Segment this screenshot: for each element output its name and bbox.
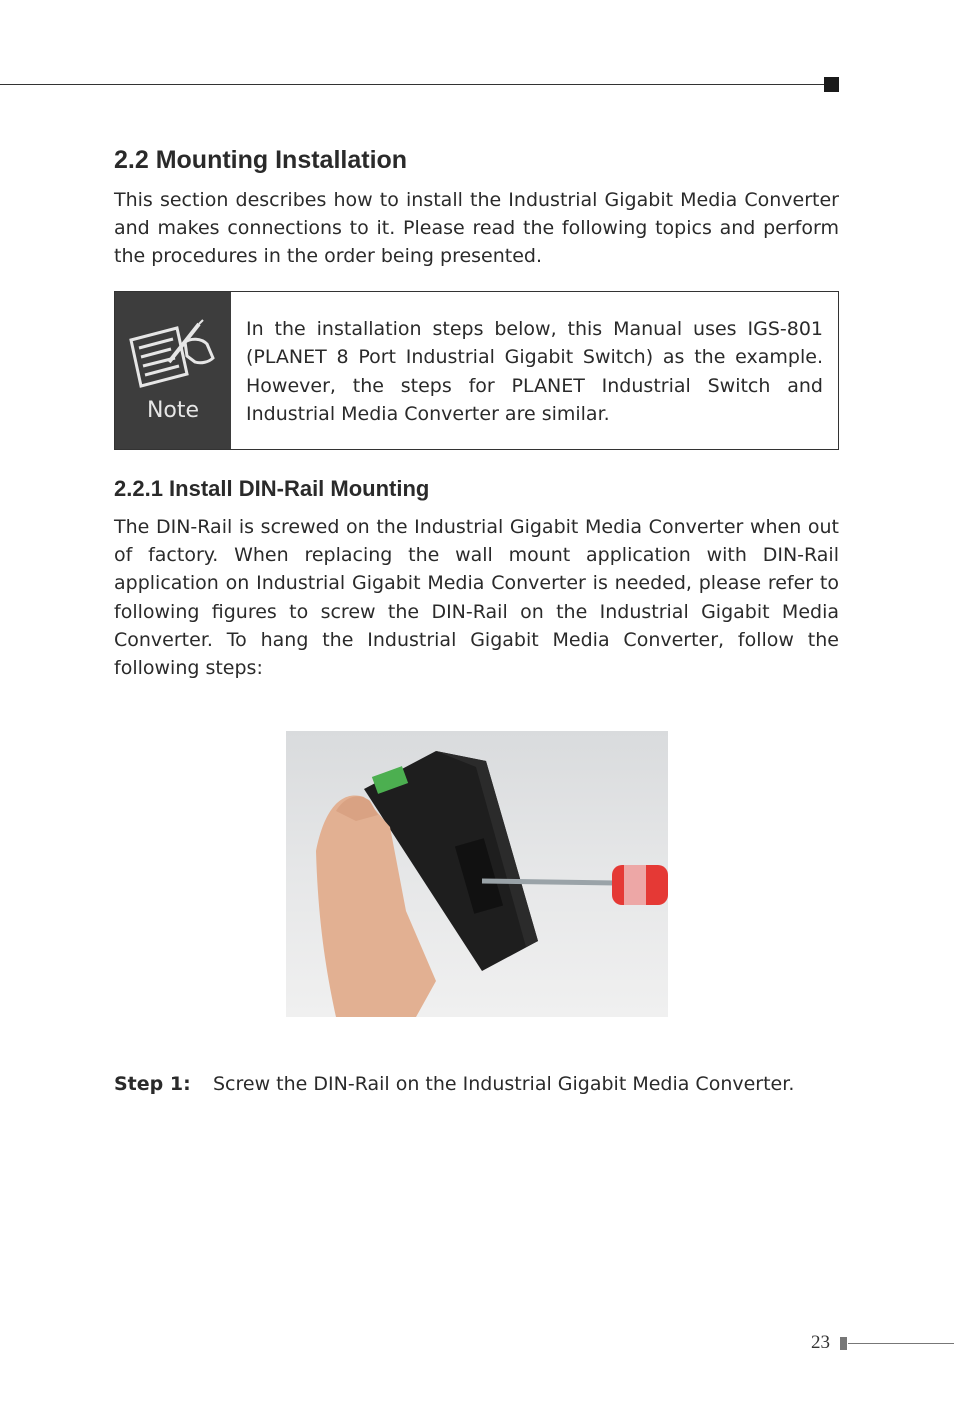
step-text: Screw the DIN-Rail on the Industrial Gigabit Media Converter. <box>213 1073 795 1095</box>
section-intro: This section describes how to install the Industrial Gigabit Media Converter and makes connections to it. Please read the following topics and perform the procedures in the order being presented. <box>114 189 839 268</box>
footer-rule <box>848 1343 954 1344</box>
section-title: 2.2 Mounting Installation <box>114 146 408 174</box>
header-square-marker <box>824 77 839 92</box>
step-1 <box>114 1073 794 1095</box>
din-rail-screwing-photo <box>286 731 668 1017</box>
footer-marker <box>840 1337 847 1350</box>
header-rule <box>0 84 826 85</box>
subsection-title: 2.2.1 Install DIN-Rail Mounting <box>114 476 430 501</box>
page-number: 23 <box>811 1332 830 1353</box>
note-text: In the installation steps below, this Manual uses IGS-801 (PLANET 8 Port Industrial Gigabit Switch) as the example. However, the steps for PLANET Industrial Switch and Industrial Media Converter are similar. <box>246 318 823 426</box>
subsection-body: The DIN-Rail is screwed on the Industrial Gigabit Media Converter when out of factory. When replacing the wall mount application with DIN-Rail application on Industrial Gigabit Media Converter is needed, please refer to following ﬁgures to screw the DIN-Rail on the Industrial Gigabit Media Converter. To hang the Industrial Gigabit Media Converter, follow the following steps: <box>114 516 839 680</box>
note-pen-icon <box>125 318 221 390</box>
step-label: Step 1: <box>114 1073 191 1095</box>
note-label: Note <box>146 398 200 423</box>
note-icon-cell <box>115 292 231 449</box>
note-box <box>114 291 839 450</box>
